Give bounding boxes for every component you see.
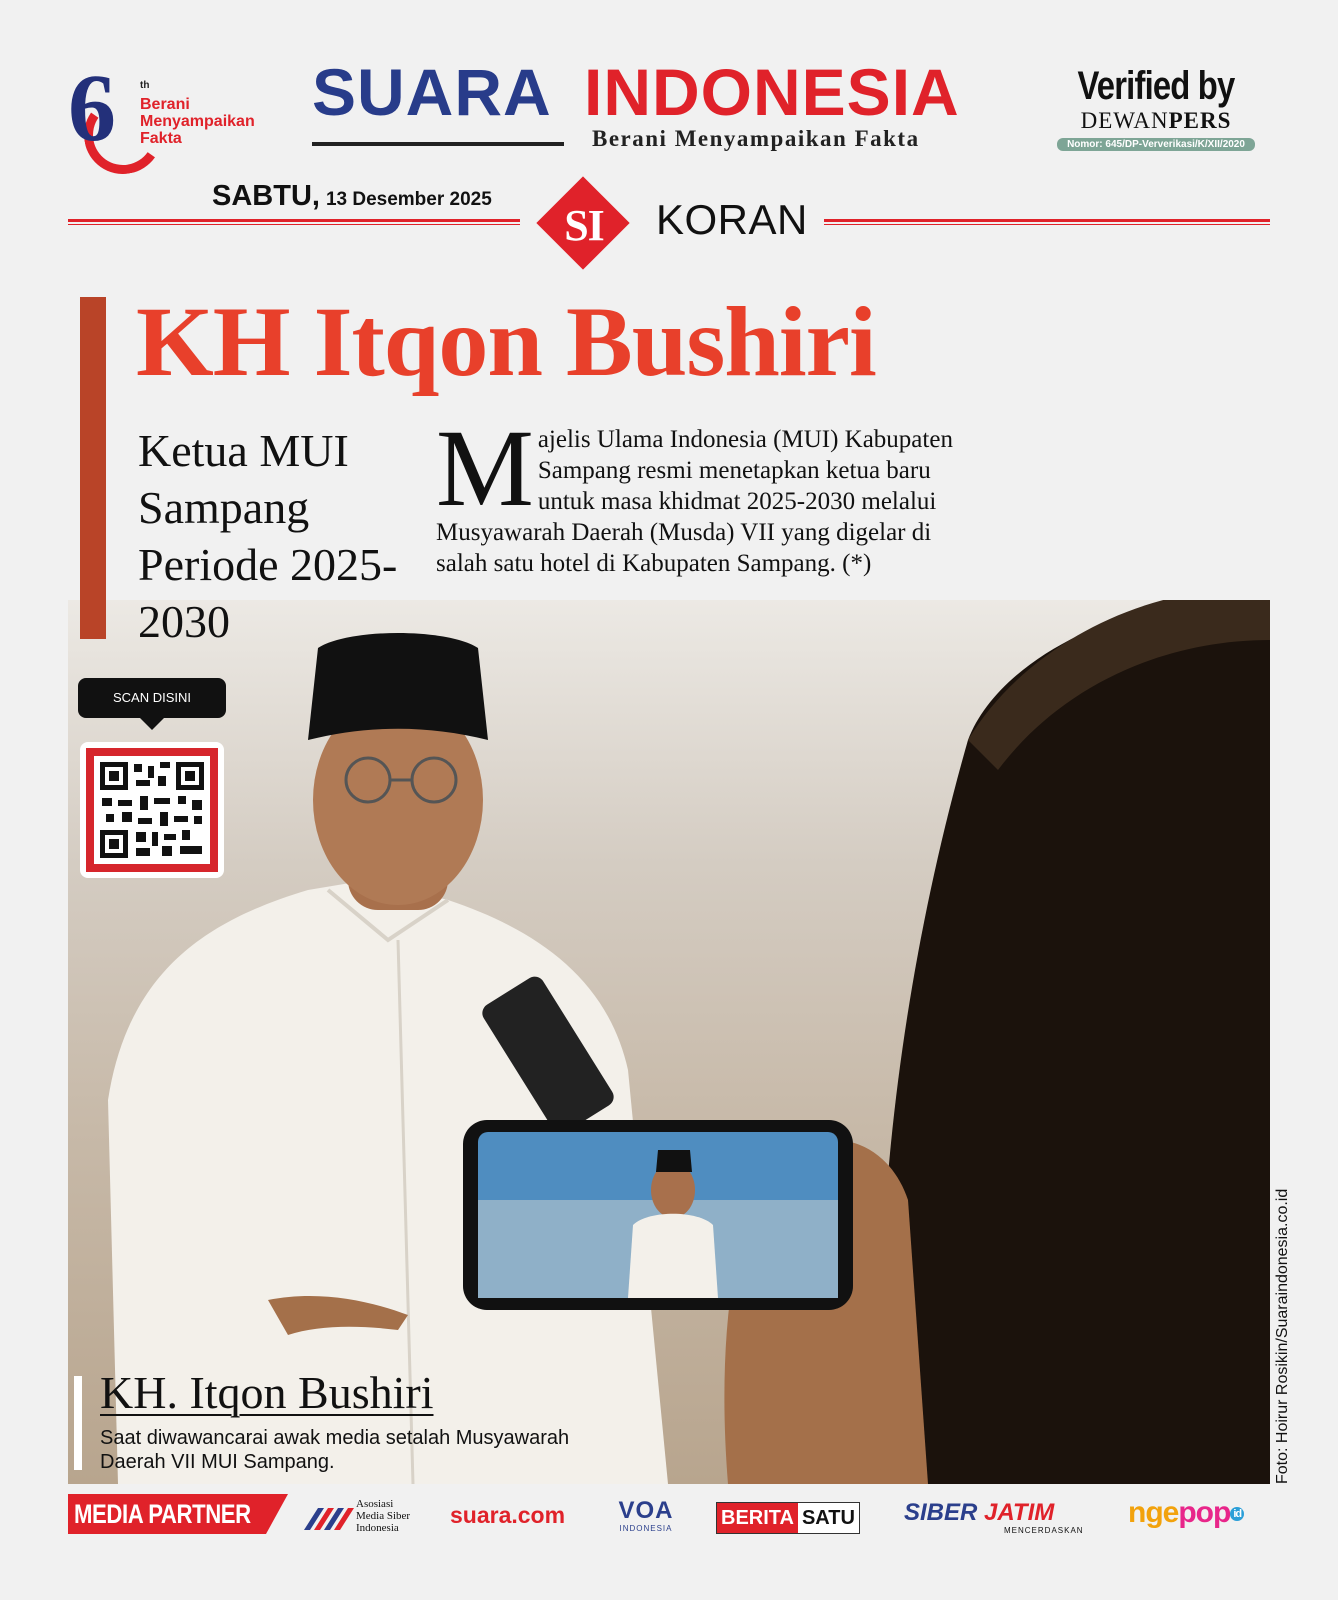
drop-cap: M xyxy=(436,407,534,529)
qr-code-icon[interactable] xyxy=(100,762,204,858)
anniversary-logo xyxy=(68,54,278,161)
lead-text: ajelis Ulama Indonesia (MUI) Kabupaten Sampang resmi menetapkan ketua baru untuk masa khidmat 2025-2030 melalui Musyawarah Daerah (Musda) VII yang digelar di salah satu hotel di Kabupaten Sampang. (*) xyxy=(436,426,953,577)
issue-day: SABTU, xyxy=(212,180,320,212)
scan-label: SCAN DISINI xyxy=(78,678,226,718)
partner-amsi-logo[interactable] xyxy=(304,1498,424,1534)
divider-left-thin xyxy=(68,224,520,225)
photo-credit: Foto: Hoirur Rosikin/Suaraindonesia.co.id xyxy=(1274,1188,1291,1484)
anniversary-suffix: th xyxy=(140,80,150,91)
lead-paragraph xyxy=(436,407,976,579)
voa-text: VOA xyxy=(618,1497,674,1524)
issue-date-text: 13 Desember 2025 xyxy=(325,189,492,210)
brand-word-indonesia: INDONESIA xyxy=(584,55,960,129)
beritasatu-b: SATU xyxy=(798,1503,859,1533)
headline-accent-bar xyxy=(80,297,106,639)
partner-siberjatim-logo[interactable] xyxy=(904,1500,1094,1535)
photo-illustration xyxy=(68,600,1270,1484)
main-photo xyxy=(68,600,1270,1484)
siberjatim-sub: MENCERDASKAN xyxy=(1004,1526,1084,1535)
brand-word-suara: SUARA xyxy=(312,55,552,129)
anniversary-tagline: Berani Menyampaikan Fakta xyxy=(140,96,255,147)
divider-right-thin xyxy=(824,224,1270,225)
partner-ngepop-logo[interactable]: ngepop id xyxy=(1128,1496,1244,1530)
caption-text: Saat diwawancarai awak media setalah Musyawarah Daerah VII MUI Sampang. xyxy=(100,1427,570,1473)
section-label: KORAN xyxy=(656,196,808,243)
verified-badge xyxy=(1046,64,1266,164)
anniversary-number: 6 xyxy=(68,54,116,161)
dewan-pers-label: DEWANPERS xyxy=(1080,108,1232,133)
verified-title: Verified by xyxy=(1077,64,1235,108)
divider-left xyxy=(68,219,520,222)
amsi-stripes-icon xyxy=(304,1506,354,1530)
verification-number: Nomor: 645/DP-Ververikasi/K/XII/2020 xyxy=(1057,138,1255,151)
issue-date xyxy=(212,180,492,213)
brand-logo[interactable] xyxy=(312,56,1022,156)
divider-right xyxy=(824,219,1270,222)
partner-beritasatu-logo[interactable] xyxy=(716,1502,860,1534)
si-logo xyxy=(534,174,634,274)
partner-suara-logo[interactable]: suara.com xyxy=(450,1502,566,1528)
beritasatu-a: BERITA xyxy=(717,1503,798,1533)
siberjatim-text: SIBER JATIM xyxy=(904,1499,1055,1526)
si-logo-text: SI xyxy=(564,201,604,250)
headline: KH Itqon Bushiri xyxy=(136,286,876,397)
voa-sub: INDONESIA xyxy=(619,1524,673,1533)
scan-label-pointer xyxy=(138,716,166,730)
partner-voa-logo[interactable] xyxy=(614,1498,678,1533)
brand-slogan: Berani Menyampaikan Fakta xyxy=(592,126,920,151)
media-partner-text: MEDIA PARTNER xyxy=(74,1499,251,1529)
subtitle: Ketua MUI Sampang Periode 2025-2030 xyxy=(138,425,398,647)
media-partner-label xyxy=(68,1494,288,1534)
caption-bar xyxy=(74,1376,82,1470)
caption-name: KH. Itqon Bushiri xyxy=(100,1367,434,1418)
amsi-text: Asosiasi Media Siber Indonesia xyxy=(356,1498,411,1534)
brand-rule xyxy=(312,142,564,146)
